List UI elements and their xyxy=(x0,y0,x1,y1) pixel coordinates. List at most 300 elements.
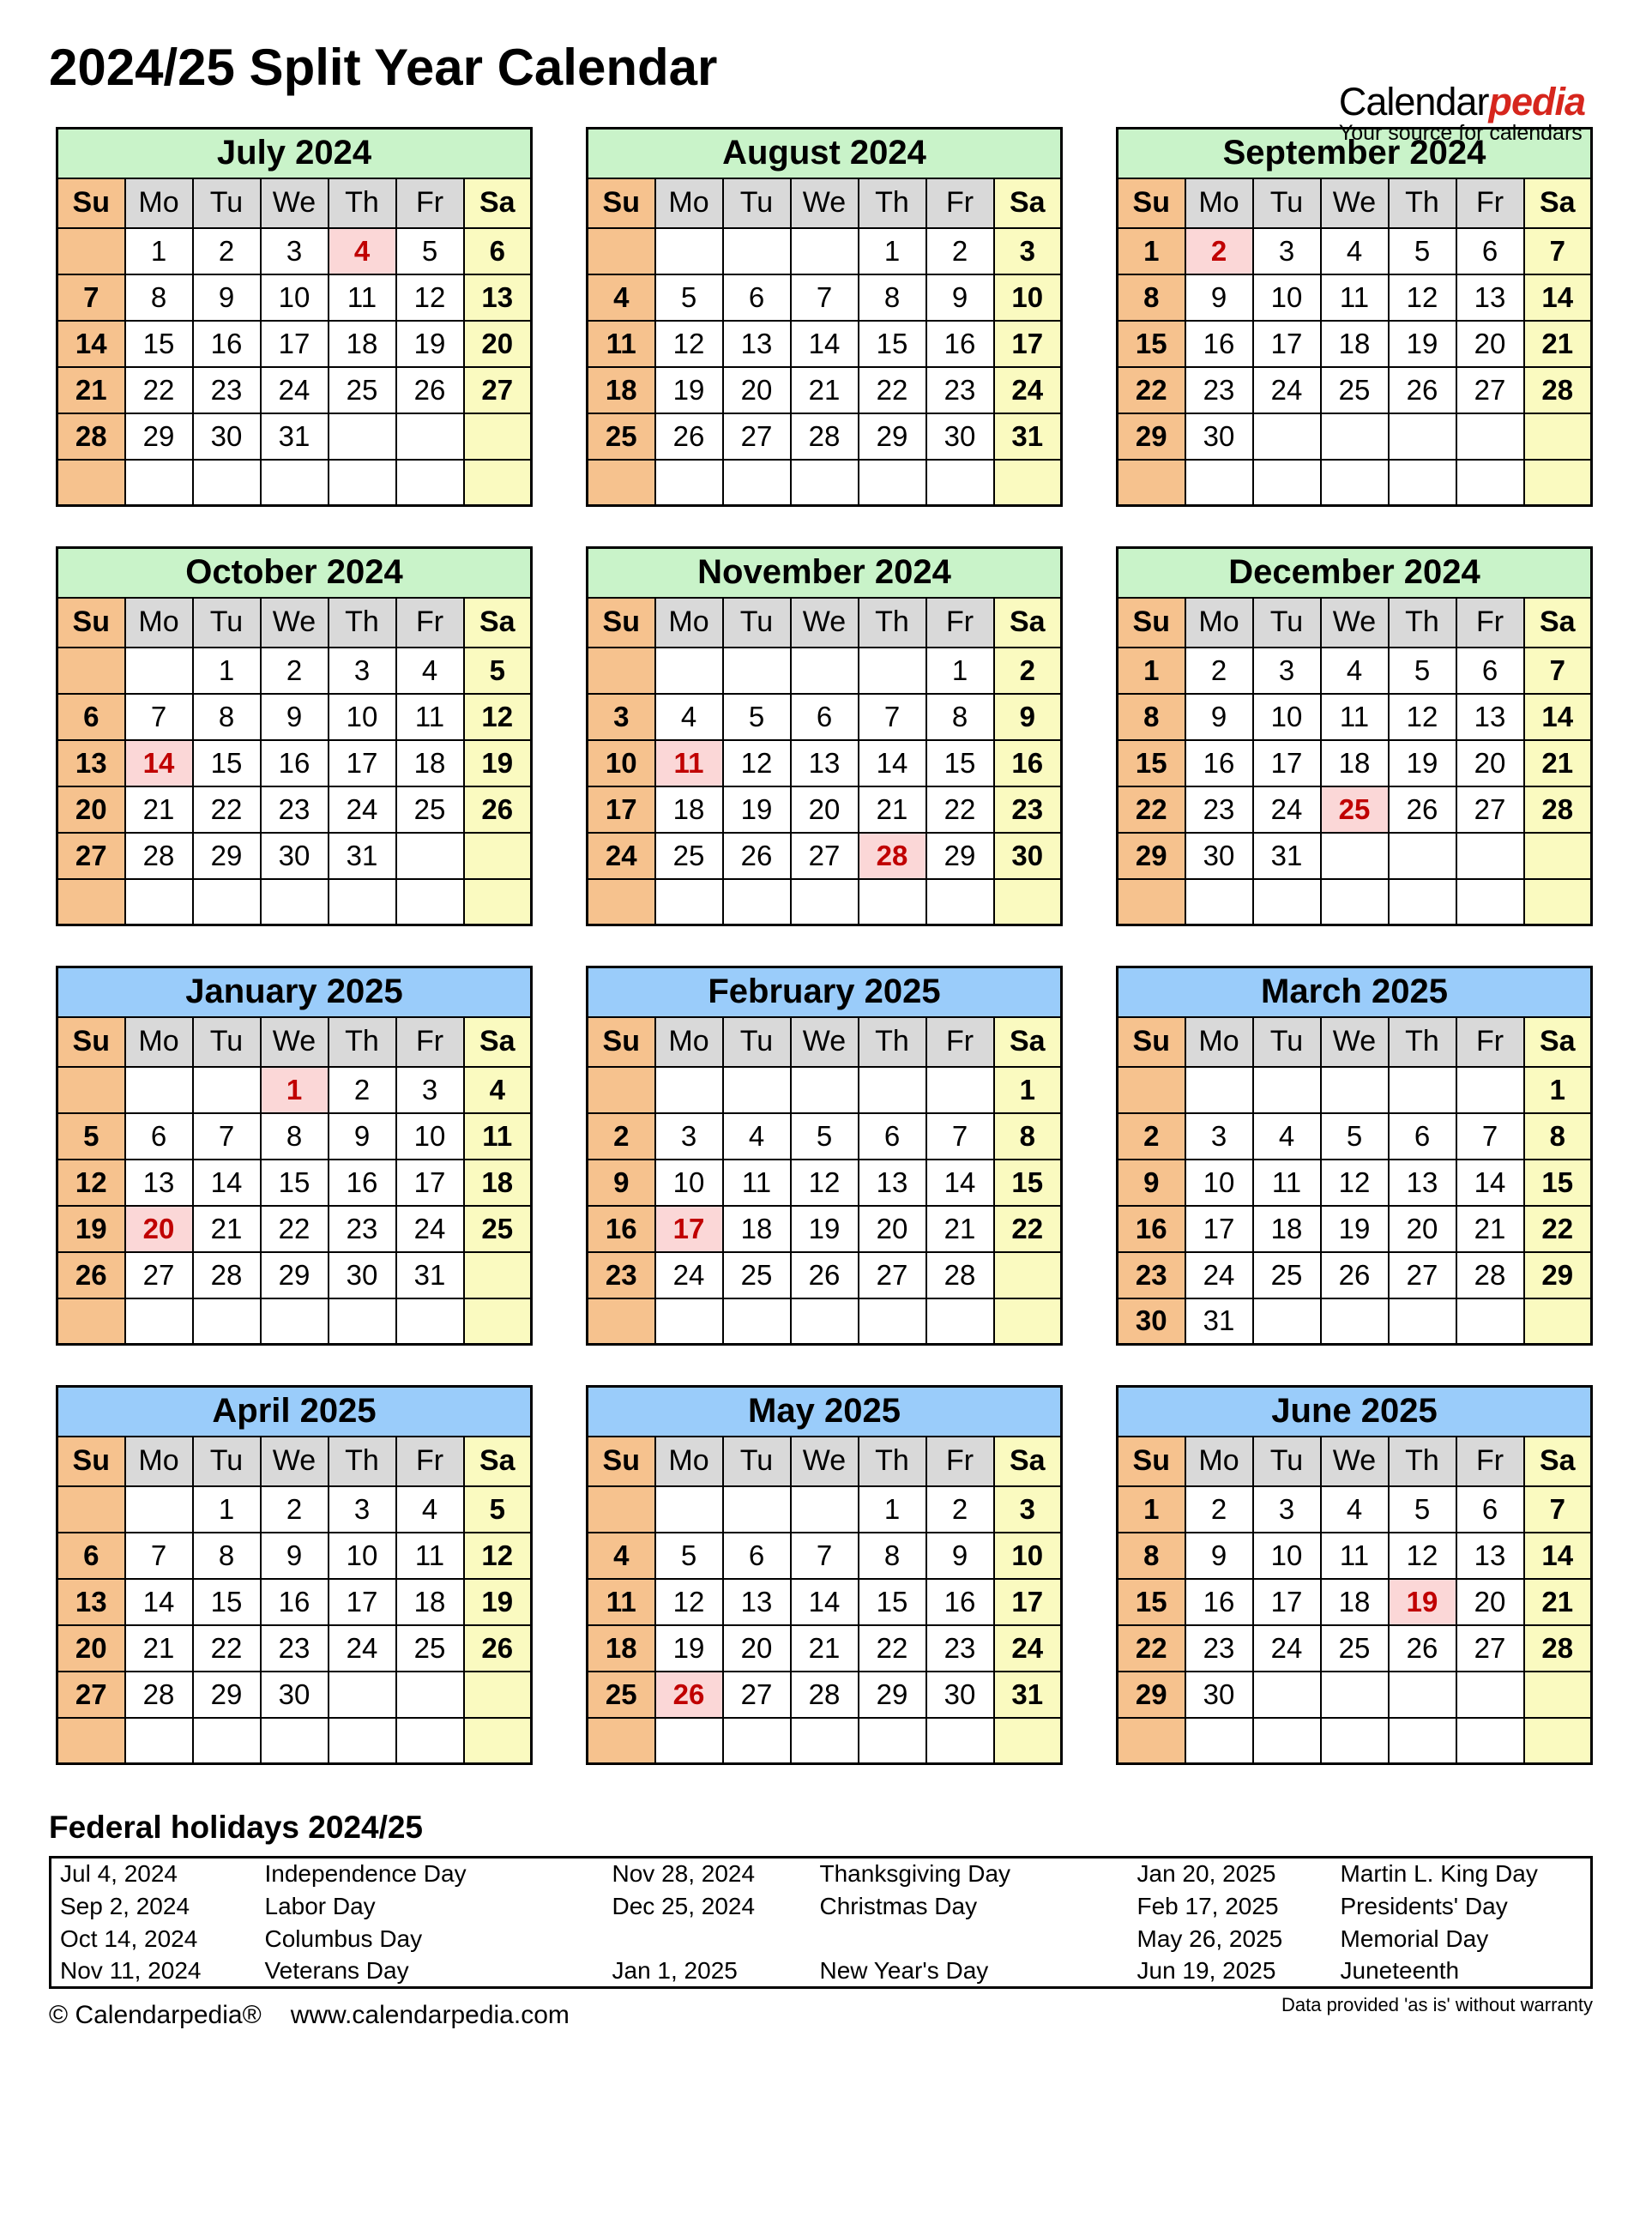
day-cell: 12 xyxy=(464,694,532,740)
weekday-header-su: Su xyxy=(57,1017,125,1067)
day-cell: 13 xyxy=(57,1579,125,1625)
day-cell: 30 xyxy=(926,1672,994,1718)
weekday-header-fr: Fr xyxy=(396,1437,464,1486)
day-cell: 7 xyxy=(791,1533,859,1579)
day-cell: 24 xyxy=(655,1252,723,1298)
empty-day-cell xyxy=(1253,879,1321,925)
day-cell: 22 xyxy=(1118,1625,1185,1672)
empty-day-cell xyxy=(994,879,1062,925)
day-cell: 6 xyxy=(57,694,125,740)
day-cell: 21 xyxy=(1524,740,1592,786)
month-title: May 2025 xyxy=(588,1387,1062,1437)
empty-day-cell xyxy=(125,1718,193,1764)
weekday-header-fr: Fr xyxy=(1456,598,1524,648)
weekday-header-we: We xyxy=(1321,1017,1389,1067)
empty-day-cell xyxy=(125,648,193,694)
empty-day-cell xyxy=(655,1298,723,1345)
empty-day-cell xyxy=(396,1298,464,1345)
day-cell: 26 xyxy=(1389,367,1456,413)
day-cell: 8 xyxy=(1524,1113,1592,1160)
day-cell: 2 xyxy=(588,1113,655,1160)
day-cell: 28 xyxy=(1524,1625,1592,1672)
weekday-header-sa: Sa xyxy=(994,1437,1062,1486)
holiday-name: Thanksgiving Day xyxy=(819,1860,1011,1888)
day-cell: 19 xyxy=(464,1579,532,1625)
weekday-header-fr: Fr xyxy=(926,598,994,648)
empty-day-cell xyxy=(1389,1718,1456,1764)
day-cell: 10 xyxy=(1253,274,1321,321)
day-cell: 25 xyxy=(396,786,464,833)
day-cell: 31 xyxy=(1185,1298,1253,1345)
weekday-header-mo: Mo xyxy=(125,178,193,228)
empty-day-cell xyxy=(1118,460,1185,506)
holiday-date: Sep 2, 2024 xyxy=(60,1892,190,1919)
day-cell: 16 xyxy=(926,321,994,367)
day-cell: 12 xyxy=(464,1533,532,1579)
weekday-header-th: Th xyxy=(1389,178,1456,228)
empty-day-cell xyxy=(1524,879,1592,925)
day-cell: 28 xyxy=(1524,786,1592,833)
weekday-header-mo: Mo xyxy=(1185,1017,1253,1067)
empty-day-cell xyxy=(1118,879,1185,925)
day-cell: 11 xyxy=(723,1160,791,1206)
day-cell: 20 xyxy=(723,367,791,413)
day-cell: 3 xyxy=(261,228,329,274)
empty-day-cell xyxy=(994,1252,1062,1298)
day-cell: 12 xyxy=(396,274,464,321)
empty-day-cell xyxy=(1321,1672,1389,1718)
day-cell: 8 xyxy=(859,274,926,321)
day-cell: 15 xyxy=(1118,321,1185,367)
weekday-header-sa: Sa xyxy=(994,598,1062,648)
day-cell: 25 xyxy=(1253,1252,1321,1298)
day-cell: 28 xyxy=(193,1252,261,1298)
day-cell: 29 xyxy=(125,413,193,460)
weekday-header-fr: Fr xyxy=(396,178,464,228)
holiday-date: Feb 17, 2025 xyxy=(1137,1892,1279,1919)
day-cell: 20 xyxy=(464,321,532,367)
day-cell: 21 xyxy=(125,1625,193,1672)
day-cell: 26 xyxy=(57,1252,125,1298)
empty-day-cell xyxy=(1456,1672,1524,1718)
empty-day-cell xyxy=(1524,413,1592,460)
empty-day-cell xyxy=(791,1486,859,1533)
empty-day-cell xyxy=(1253,413,1321,460)
month-calendar xyxy=(586,966,1063,1346)
empty-day-cell xyxy=(1321,1067,1389,1113)
weekday-header-su: Su xyxy=(57,1437,125,1486)
day-cell: 5 xyxy=(655,1533,723,1579)
weekday-header-su: Su xyxy=(1118,598,1185,648)
day-cell: 13 xyxy=(1456,694,1524,740)
weekday-header-th: Th xyxy=(329,1017,396,1067)
empty-day-cell xyxy=(464,460,532,506)
day-cell: 27 xyxy=(464,367,532,413)
holiday-name: Labor Day xyxy=(264,1892,376,1919)
day-cell: 24 xyxy=(994,367,1062,413)
empty-day-cell xyxy=(464,1252,532,1298)
day-cell: 27 xyxy=(57,1672,125,1718)
day-cell: 17 xyxy=(588,786,655,833)
day-cell: 3 xyxy=(329,1486,396,1533)
day-cell: 18 xyxy=(655,786,723,833)
brand-name xyxy=(1339,82,1585,121)
day-cell: 4 xyxy=(723,1113,791,1160)
weekday-header-fr: Fr xyxy=(1456,178,1524,228)
day-cell: 18 xyxy=(1253,1206,1321,1252)
empty-day-cell xyxy=(261,1298,329,1345)
federal-holidays-table xyxy=(49,1856,1593,1989)
day-cell: 13 xyxy=(57,740,125,786)
empty-day-cell xyxy=(125,460,193,506)
day-cell: 16 xyxy=(1185,321,1253,367)
day-cell: 6 xyxy=(1389,1113,1456,1160)
day-cell: 29 xyxy=(859,413,926,460)
holiday-day-cell: 14 xyxy=(125,740,193,786)
day-cell: 5 xyxy=(1389,1486,1456,1533)
empty-day-cell xyxy=(723,460,791,506)
day-cell: 19 xyxy=(655,367,723,413)
day-cell: 16 xyxy=(588,1206,655,1252)
day-cell: 9 xyxy=(926,274,994,321)
day-cell: 27 xyxy=(791,833,859,879)
day-cell: 22 xyxy=(193,1625,261,1672)
day-cell: 2 xyxy=(926,228,994,274)
day-cell: 12 xyxy=(1389,694,1456,740)
day-cell: 24 xyxy=(1253,367,1321,413)
empty-day-cell xyxy=(1253,1298,1321,1345)
month-title: December 2024 xyxy=(1118,548,1592,598)
day-cell: 10 xyxy=(396,1113,464,1160)
empty-day-cell xyxy=(791,1067,859,1113)
day-cell: 8 xyxy=(193,1533,261,1579)
day-cell: 25 xyxy=(1321,1625,1389,1672)
day-cell: 15 xyxy=(926,740,994,786)
weekday-header-th: Th xyxy=(1389,1017,1456,1067)
day-cell: 9 xyxy=(329,1113,396,1160)
copyright-label: © Calendarpedia® xyxy=(49,2001,262,2029)
holiday-name: Veterans Day xyxy=(264,1956,409,1984)
holiday-day-cell: 17 xyxy=(655,1206,723,1252)
day-cell: 26 xyxy=(464,1625,532,1672)
day-cell: 8 xyxy=(193,694,261,740)
weekday-header-th: Th xyxy=(859,598,926,648)
day-cell: 2 xyxy=(1185,1486,1253,1533)
day-cell: 6 xyxy=(1456,228,1524,274)
day-cell: 12 xyxy=(791,1160,859,1206)
weekday-header-sa: Sa xyxy=(464,598,532,648)
website-link[interactable]: www.calendarpedia.com xyxy=(290,2001,570,2029)
day-cell: 7 xyxy=(859,694,926,740)
day-cell: 10 xyxy=(1185,1160,1253,1206)
holiday-date xyxy=(612,1923,820,1955)
empty-day-cell xyxy=(1456,1718,1524,1764)
weekday-header-su: Su xyxy=(588,598,655,648)
empty-day-cell xyxy=(1524,833,1592,879)
brand-tagline: Your source for calendars xyxy=(1338,121,1583,145)
day-cell: 7 xyxy=(791,274,859,321)
day-cell: 6 xyxy=(125,1113,193,1160)
month-title: September 2024 xyxy=(1118,129,1592,178)
weekday-header-th: Th xyxy=(329,598,396,648)
day-cell: 11 xyxy=(1321,1533,1389,1579)
weekday-header-su: Su xyxy=(57,178,125,228)
day-cell: 14 xyxy=(1524,694,1592,740)
day-cell: 3 xyxy=(329,648,396,694)
day-cell: 22 xyxy=(859,1625,926,1672)
day-cell: 10 xyxy=(994,274,1062,321)
day-cell: 16 xyxy=(1185,1579,1253,1625)
day-cell: 14 xyxy=(1524,1533,1592,1579)
disclaimer-text: Data provided 'as is' without warranty xyxy=(1281,1994,1593,2015)
holiday-day-cell: 4 xyxy=(329,228,396,274)
empty-day-cell xyxy=(193,1718,261,1764)
day-cell: 8 xyxy=(261,1113,329,1160)
empty-day-cell xyxy=(791,1298,859,1345)
day-cell: 9 xyxy=(261,694,329,740)
empty-day-cell xyxy=(396,1718,464,1764)
day-cell: 5 xyxy=(464,648,532,694)
empty-day-cell xyxy=(926,1298,994,1345)
holiday-date: Jan 1, 2025 xyxy=(612,1956,738,1984)
brand-name-red: pedia xyxy=(1488,80,1585,123)
day-cell: 20 xyxy=(1389,1206,1456,1252)
day-cell: 27 xyxy=(723,1672,791,1718)
month-calendar xyxy=(56,966,533,1346)
empty-day-cell xyxy=(396,833,464,879)
day-cell: 11 xyxy=(396,1533,464,1579)
empty-day-cell xyxy=(655,1718,723,1764)
empty-day-cell xyxy=(396,1672,464,1718)
day-cell: 3 xyxy=(655,1113,723,1160)
empty-day-cell xyxy=(396,413,464,460)
empty-day-cell xyxy=(791,648,859,694)
day-cell: 28 xyxy=(1524,367,1592,413)
empty-day-cell xyxy=(329,413,396,460)
day-cell: 15 xyxy=(193,740,261,786)
weekday-header-we: We xyxy=(261,1017,329,1067)
day-cell: 17 xyxy=(1253,740,1321,786)
empty-day-cell xyxy=(588,228,655,274)
day-cell: 29 xyxy=(926,833,994,879)
day-cell: 31 xyxy=(994,1672,1062,1718)
empty-day-cell xyxy=(1185,1718,1253,1764)
month-calendar xyxy=(586,1385,1063,1765)
day-cell: 29 xyxy=(1118,833,1185,879)
month-calendar xyxy=(1116,1385,1593,1765)
empty-day-cell xyxy=(125,1486,193,1533)
empty-day-cell xyxy=(926,879,994,925)
day-cell: 28 xyxy=(1456,1252,1524,1298)
empty-day-cell xyxy=(261,460,329,506)
day-cell: 7 xyxy=(193,1113,261,1160)
calendar-grid xyxy=(56,127,1593,1765)
brand-logo xyxy=(1339,82,1585,144)
weekday-header-mo: Mo xyxy=(125,1017,193,1067)
day-cell: 31 xyxy=(396,1252,464,1298)
day-cell: 14 xyxy=(791,1579,859,1625)
empty-day-cell xyxy=(1456,833,1524,879)
day-cell: 14 xyxy=(859,740,926,786)
day-cell: 19 xyxy=(1389,740,1456,786)
day-cell: 27 xyxy=(125,1252,193,1298)
weekday-header-sa: Sa xyxy=(464,1437,532,1486)
empty-day-cell xyxy=(791,879,859,925)
day-cell: 17 xyxy=(329,740,396,786)
day-cell: 21 xyxy=(57,367,125,413)
empty-day-cell xyxy=(1389,413,1456,460)
day-cell: 30 xyxy=(1185,1672,1253,1718)
empty-day-cell xyxy=(994,460,1062,506)
empty-day-cell xyxy=(125,1067,193,1113)
day-cell: 18 xyxy=(1321,740,1389,786)
day-cell: 6 xyxy=(1456,648,1524,694)
empty-day-cell xyxy=(588,1067,655,1113)
day-cell: 10 xyxy=(994,1533,1062,1579)
day-cell: 23 xyxy=(329,1206,396,1252)
day-cell: 1 xyxy=(1118,228,1185,274)
day-cell: 22 xyxy=(261,1206,329,1252)
day-cell: 19 xyxy=(791,1206,859,1252)
day-cell: 23 xyxy=(588,1252,655,1298)
day-cell: 18 xyxy=(396,740,464,786)
weekday-header-fr: Fr xyxy=(396,1017,464,1067)
day-cell: 5 xyxy=(723,694,791,740)
day-cell: 24 xyxy=(261,367,329,413)
empty-day-cell xyxy=(1524,1672,1592,1718)
day-cell: 24 xyxy=(1253,1625,1321,1672)
month-title: February 2025 xyxy=(588,967,1062,1017)
empty-day-cell xyxy=(261,1718,329,1764)
empty-day-cell xyxy=(859,460,926,506)
day-cell: 9 xyxy=(1118,1160,1185,1206)
weekday-header-sa: Sa xyxy=(994,178,1062,228)
day-cell: 12 xyxy=(1321,1160,1389,1206)
empty-day-cell xyxy=(859,879,926,925)
day-cell: 25 xyxy=(464,1206,532,1252)
day-cell: 4 xyxy=(464,1067,532,1113)
empty-day-cell xyxy=(1185,460,1253,506)
empty-day-cell xyxy=(57,1067,125,1113)
empty-day-cell xyxy=(1389,833,1456,879)
day-cell: 17 xyxy=(1253,1579,1321,1625)
day-cell: 19 xyxy=(655,1625,723,1672)
day-cell: 27 xyxy=(859,1252,926,1298)
day-cell: 21 xyxy=(1524,1579,1592,1625)
day-cell: 9 xyxy=(193,274,261,321)
day-cell: 10 xyxy=(655,1160,723,1206)
day-cell: 3 xyxy=(1253,1486,1321,1533)
weekday-header-we: We xyxy=(261,178,329,228)
empty-day-cell xyxy=(57,1298,125,1345)
day-cell: 22 xyxy=(1118,367,1185,413)
month-title: November 2024 xyxy=(588,548,1062,598)
day-cell: 26 xyxy=(464,786,532,833)
weekday-header-we: We xyxy=(791,598,859,648)
day-cell: 7 xyxy=(1524,228,1592,274)
empty-day-cell xyxy=(464,413,532,460)
empty-day-cell xyxy=(193,1067,261,1113)
day-cell: 10 xyxy=(1253,694,1321,740)
day-cell: 12 xyxy=(1389,1533,1456,1579)
day-cell: 25 xyxy=(723,1252,791,1298)
day-cell: 19 xyxy=(396,321,464,367)
empty-day-cell xyxy=(1253,1718,1321,1764)
day-cell: 8 xyxy=(1118,694,1185,740)
weekday-header-mo: Mo xyxy=(125,1437,193,1486)
weekday-header-su: Su xyxy=(1118,1017,1185,1067)
empty-day-cell xyxy=(261,879,329,925)
day-cell: 20 xyxy=(1456,321,1524,367)
weekday-header-we: We xyxy=(791,1437,859,1486)
weekday-header-tu: Tu xyxy=(723,1437,791,1486)
weekday-header-mo: Mo xyxy=(655,1017,723,1067)
day-cell: 12 xyxy=(723,740,791,786)
month-title: April 2025 xyxy=(57,1387,532,1437)
holiday-name: Columbus Day xyxy=(264,1925,423,1952)
day-cell: 8 xyxy=(994,1113,1062,1160)
holiday-date: Oct 14, 2024 xyxy=(60,1925,198,1952)
empty-day-cell xyxy=(588,460,655,506)
day-cell: 17 xyxy=(396,1160,464,1206)
day-cell: 21 xyxy=(125,786,193,833)
day-cell: 20 xyxy=(791,786,859,833)
day-cell: 23 xyxy=(261,1625,329,1672)
day-cell: 4 xyxy=(1321,1486,1389,1533)
empty-day-cell xyxy=(588,1486,655,1533)
empty-day-cell xyxy=(655,1067,723,1113)
day-cell: 29 xyxy=(261,1252,329,1298)
day-cell: 6 xyxy=(723,274,791,321)
weekday-header-sa: Sa xyxy=(464,1017,532,1067)
weekday-header-mo: Mo xyxy=(655,178,723,228)
holiday-day-cell: 25 xyxy=(1321,786,1389,833)
day-cell: 9 xyxy=(1185,274,1253,321)
holiday-day-cell: 11 xyxy=(655,740,723,786)
holiday-day-cell: 20 xyxy=(125,1206,193,1252)
day-cell: 28 xyxy=(926,1252,994,1298)
day-cell: 13 xyxy=(723,321,791,367)
holiday-day-cell: 2 xyxy=(1185,228,1253,274)
day-cell: 30 xyxy=(261,1672,329,1718)
holiday-name: New Year's Day xyxy=(819,1956,989,1984)
weekday-header-sa: Sa xyxy=(994,1017,1062,1067)
holiday-date: Jun 19, 2025 xyxy=(1137,1956,1276,1984)
day-cell: 18 xyxy=(464,1160,532,1206)
empty-day-cell xyxy=(859,1718,926,1764)
day-cell: 30 xyxy=(193,413,261,460)
day-cell: 12 xyxy=(655,1579,723,1625)
empty-day-cell xyxy=(125,879,193,925)
holiday-name: Independence Day xyxy=(264,1860,467,1888)
weekday-header-th: Th xyxy=(859,1017,926,1067)
day-cell: 16 xyxy=(193,321,261,367)
day-cell: 26 xyxy=(396,367,464,413)
day-cell: 23 xyxy=(926,367,994,413)
day-cell: 21 xyxy=(926,1206,994,1252)
day-cell: 18 xyxy=(588,367,655,413)
empty-day-cell xyxy=(57,460,125,506)
day-cell: 21 xyxy=(791,1625,859,1672)
day-cell: 26 xyxy=(1321,1252,1389,1298)
weekday-header-th: Th xyxy=(329,178,396,228)
day-cell: 1 xyxy=(1118,648,1185,694)
day-cell: 27 xyxy=(1456,1625,1524,1672)
copyright-text xyxy=(49,2001,570,2030)
empty-day-cell xyxy=(1524,460,1592,506)
holiday-name: Juneteenth xyxy=(1340,1956,1460,1984)
day-cell: 19 xyxy=(723,786,791,833)
